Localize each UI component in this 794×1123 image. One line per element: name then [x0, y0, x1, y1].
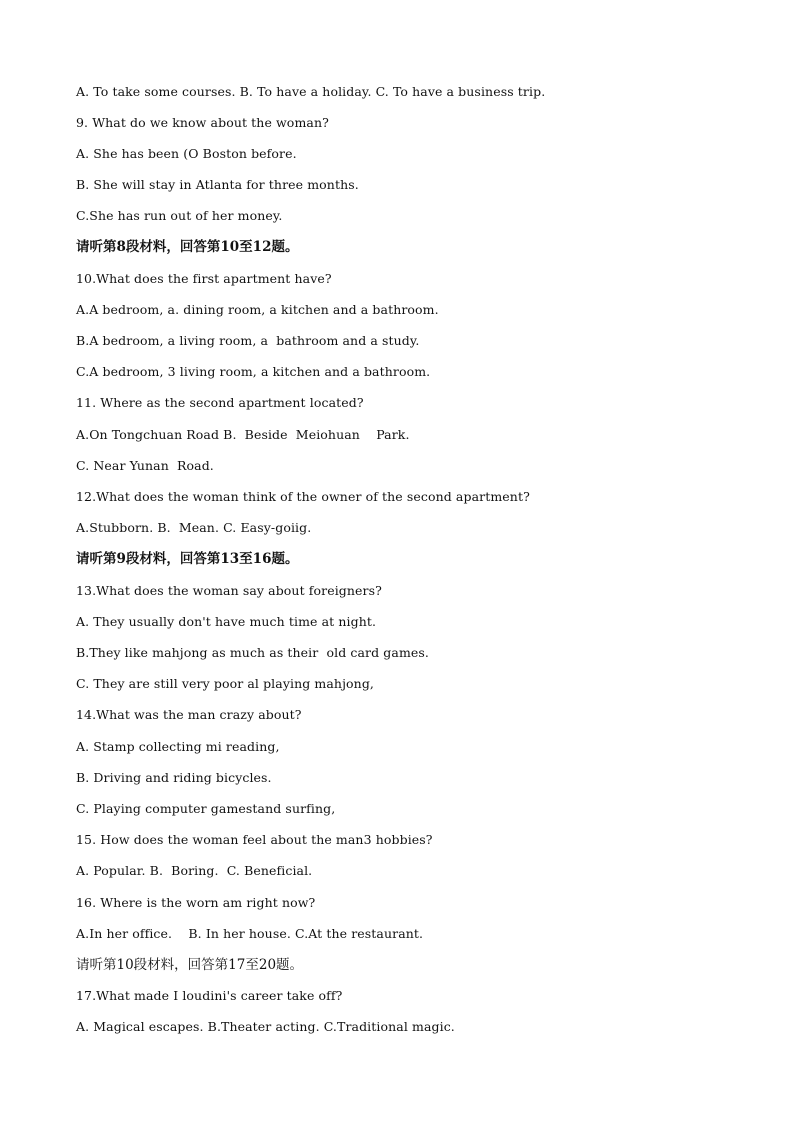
question-9: 9. What do we know about the woman?	[76, 115, 329, 130]
option-11c: C. Near Yunan Road.	[76, 458, 214, 473]
option-13b: B.They like mahjong as much as their old card games.	[76, 645, 429, 660]
options-12: A.Stubborn. B. Mean. C. Easy-goiig.	[76, 520, 312, 535]
question-13: 13.What does the woman say about foreigners?	[76, 583, 382, 598]
option-14c: C. Playing computer gamestand surfing,	[76, 801, 336, 816]
option-10b: B.A bedroom, a living room, a bathroom and a study.	[76, 333, 420, 348]
answer-options-q8: A. To take some courses. B. To have a holiday. C. To have a business trip.	[76, 84, 546, 99]
section-heading-10: 请听第10段材料，回答第17至20题。	[76, 957, 304, 973]
question-14: 14.What was the man crazy about?	[76, 707, 302, 722]
question-15: 15. How does the woman feel about the man3 hobbies?	[76, 832, 433, 847]
option-9c: C.She has run out of her money.	[76, 208, 283, 223]
option-10c: C.A bedroom, 3 living room, a kitchen and a bathroom.	[76, 364, 431, 379]
option-10a: A.A bedroom, a. dining room, a kitchen and a bathroom.	[76, 302, 439, 317]
options-16: A.In her office. B. In her house. C.At the restaurant.	[76, 926, 424, 941]
question-16: 16. Where is the worn am right now?	[76, 895, 316, 910]
option-9a: A. She has been (O Boston before.	[76, 146, 297, 161]
option-13a: A. They usually don't have much time at night.	[76, 614, 377, 629]
option-13c: C. They are still very poor al playing mahjong,	[76, 676, 375, 691]
question-17: 17.What made I loudini's career take off?	[76, 988, 343, 1003]
question-12: 12.What does the woman think of the owner of the second apartment?	[76, 489, 530, 504]
option-11ab: A.On Tongchuan Road B. Beside Meiohuan Park.	[76, 427, 410, 442]
question-10: 10.What does the first apartment have?	[76, 271, 332, 286]
question-11: 11. Where as the second apartment located?	[76, 395, 364, 410]
section-heading-8: 请听第8段材料，回答第10至12题。	[76, 239, 299, 255]
option-9b: B. She will stay in Atlanta for three months.	[76, 177, 359, 192]
section-heading-9: 请听第9段材料，回答第13至16题。	[76, 551, 299, 567]
options-17: A. Magical escapes. B.Theater acting. C.Traditional magic.	[76, 1019, 455, 1034]
option-14a: A. Stamp collecting mi reading,	[76, 739, 280, 754]
option-14b: B. Driving and riding bicycles.	[76, 770, 272, 785]
options-15: A. Popular. B. Boring. C. Beneficial.	[76, 863, 313, 878]
